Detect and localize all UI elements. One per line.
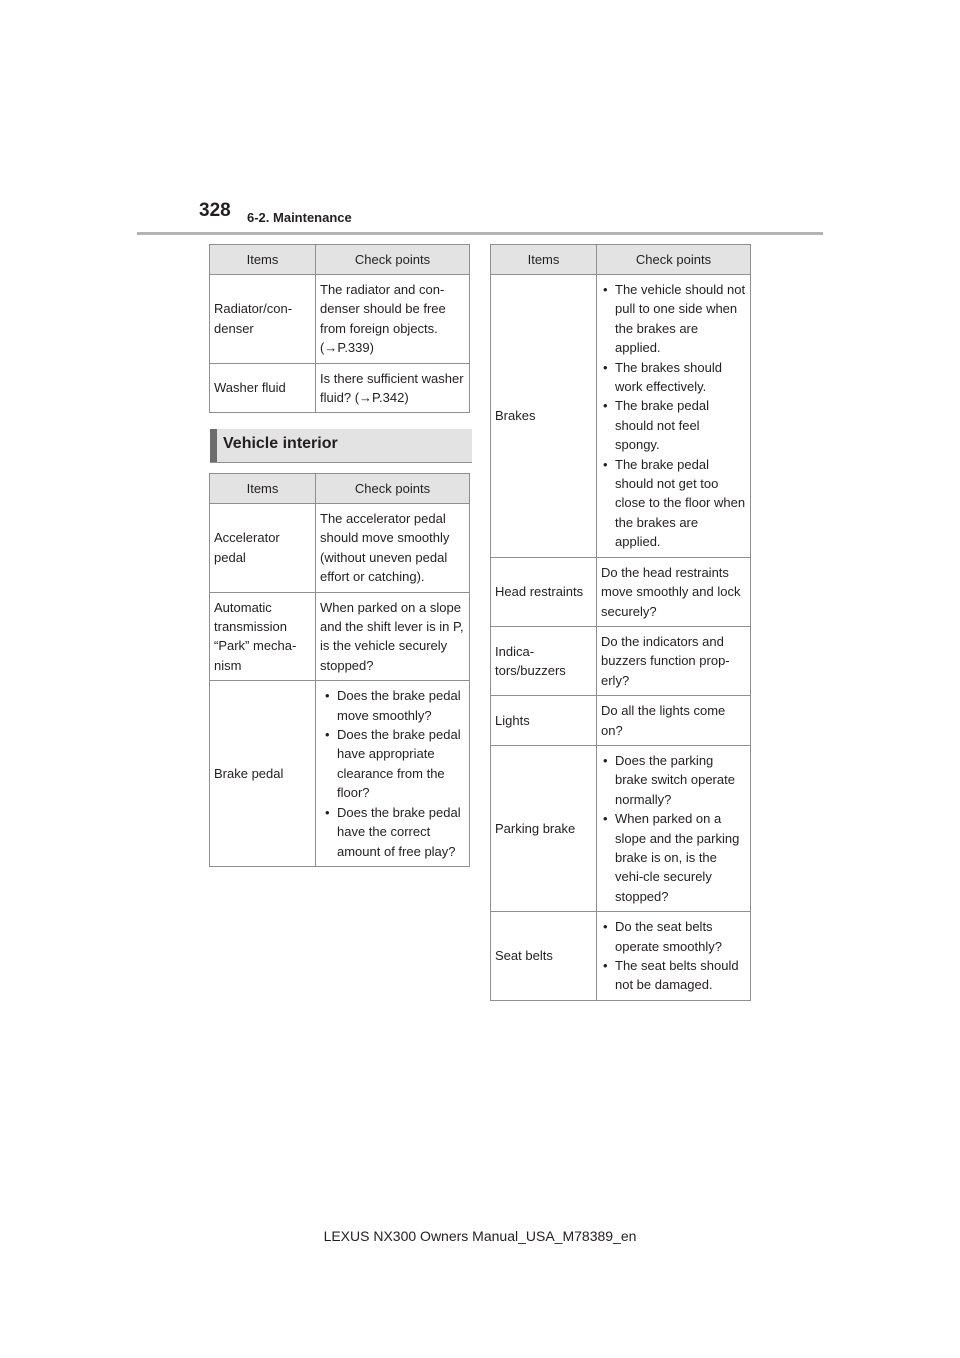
bullet-item: • The brake pedal should not get too close to the floor when the brakes are applied. (601, 455, 746, 552)
table-header-row (210, 245, 470, 275)
column-header-check-points: Check points (597, 245, 751, 275)
row-check-washer-fluid: Is there sufficient washer fluid? (→P.342) (316, 363, 470, 413)
vehicle-interior-heading (210, 429, 472, 463)
table-row (491, 275, 751, 558)
bullet-item: • The vehicle should not pull to one side when the brakes are applied. (601, 280, 746, 358)
column-header-items: Items (210, 245, 316, 275)
bullet-item: • Does the brake pedal have the correct amount of free play? (320, 803, 465, 861)
heading-bar (210, 429, 217, 462)
table-row (210, 363, 470, 413)
engine-compartment-table (209, 244, 470, 413)
row-item-lights: Lights (491, 696, 597, 746)
parking-brake-bullets (601, 751, 746, 906)
header-rule (137, 232, 823, 235)
bullet-item: • Does the brake pedal have appropriate clearance from the floor? (320, 725, 465, 803)
brakes-bullets (601, 280, 746, 552)
column-header-check-points: Check points (316, 245, 470, 275)
table-header-row (210, 474, 470, 504)
table-row (210, 504, 470, 593)
seat-belts-bullets (601, 917, 746, 995)
row-item-radiator: Radiator/con-denser (210, 275, 316, 364)
bullet-item: • Does the brake pedal move smoothly? (320, 686, 465, 725)
table-row (210, 592, 470, 681)
row-check-automatic-transmission: When parked on a slope and the shift lever is in P, is the vehicle securely stopped? (316, 592, 470, 681)
row-item-seat-belts: Seat belts (491, 912, 597, 1001)
column-header-check-points: Check points (316, 474, 470, 504)
row-check-lights: Do all the lights come on? (597, 696, 751, 746)
row-item-washer-fluid: Washer fluid (210, 363, 316, 413)
row-item-brakes: Brakes (491, 275, 597, 558)
row-item-brake-pedal: Brake pedal (210, 681, 316, 867)
row-check-head-restraints: Do the head restraints move smoothly and lock securely? (597, 557, 751, 626)
row-check-indicators-buzzers: Do the indicators and buzzers function prop-erly? (597, 626, 751, 695)
row-check-seat-belts (597, 912, 751, 1001)
bullet-item: • The brakes should work effectively. (601, 358, 746, 397)
row-check-accelerator-pedal: The accelerator pedal should move smoothly (without uneven pedal effort or catching). (316, 504, 470, 593)
table-row (491, 626, 751, 695)
footer-manual-id: LEXUS NX300 Owners Manual_USA_M78389_en (323, 1228, 637, 1244)
column-header-items: Items (491, 245, 597, 275)
bullet-item: • The brake pedal should not feel spongy. (601, 396, 746, 454)
vehicle-interior-title: Vehicle interior (223, 435, 338, 452)
bullet-item: • When parked on a slope and the parking brake is on, is the vehi-cle securely stopped? (601, 809, 746, 906)
vehicle-interior-table-continued (490, 244, 751, 1001)
vehicle-interior-table (209, 473, 470, 867)
row-check-brakes (597, 275, 751, 558)
row-item-head-restraints: Head restraints (491, 557, 597, 626)
table-row (491, 745, 751, 911)
bullet-item: • The seat belts should not be damaged. (601, 956, 746, 995)
table-row (491, 557, 751, 626)
column-header-items: Items (210, 474, 316, 504)
brake-pedal-bullets (320, 686, 465, 861)
section-title: 6-2. Maintenance (247, 210, 352, 225)
table-row (210, 275, 470, 364)
row-item-accelerator-pedal: Accelerator pedal (210, 504, 316, 593)
row-item-parking-brake: Parking brake (491, 745, 597, 911)
row-item-automatic-transmission: Automatic transmission “Park” mecha-nism (210, 592, 316, 681)
row-check-parking-brake (597, 745, 751, 911)
row-check-radiator: The radiator and con-denser should be free from foreign objects. (→P.339) (316, 275, 470, 364)
bullet-item: • Does the parking brake switch operate normally? (601, 751, 746, 809)
row-check-brake-pedal (316, 681, 470, 867)
row-item-indicators-buzzers: Indica-tors/buzzers (491, 626, 597, 695)
table-row (491, 696, 751, 746)
page-number: 328 (199, 200, 231, 221)
table-row (491, 912, 751, 1001)
bullet-item: • Do the seat belts operate smoothly? (601, 917, 746, 956)
table-row (210, 681, 470, 867)
table-header-row (491, 245, 751, 275)
